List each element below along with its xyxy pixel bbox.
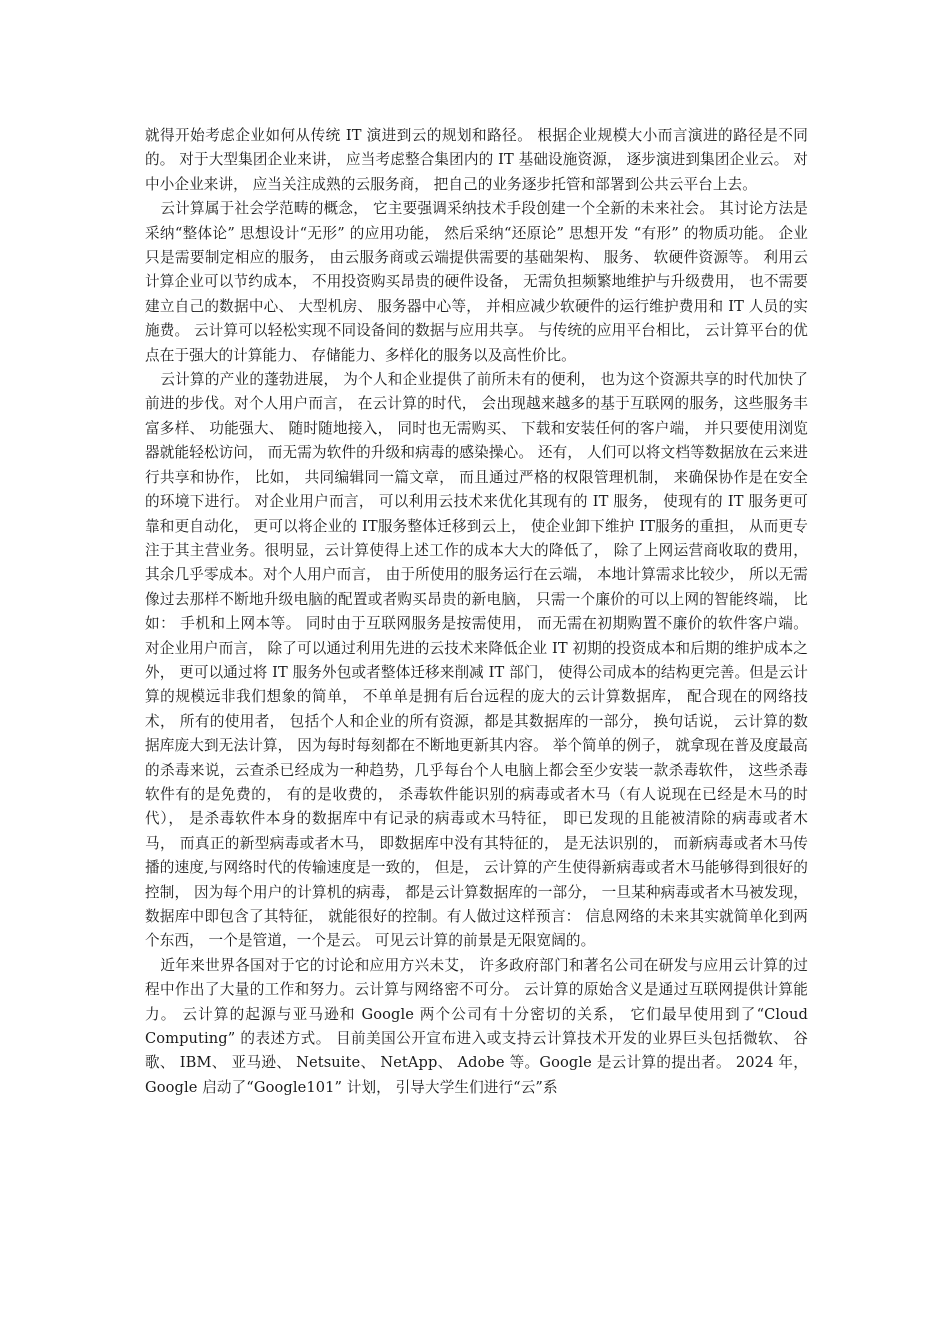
paragraph-2: 云计算属于社会学范畴的概念， 它主要强调采纳技术手段创建一个全新的未来社会。 其讨论方法是采纳“整体论” 思想设计“无形” 的应用功能， 然后采纳“还原论” 思想开发 “有形” 的物质功能。 企业只是需要制定相应的服务， 由云服务商或云端提供需要的基础架构、 服务、 软硬件资源等。 利用云计算企业可以节约成本， 不用投资购买昂贵的硬件设备， 无需负担频繁地维护与升级费用， 也不需要建立自己的数据中心、 大型机房、 服务器中心等， 并相应减少软硬件的运行维护费用和 IT 人员的实施费。 云计算可以轻松实现不同设备间的数据与应用共享。 与传统的应用平台相比， 云计算平台的优点在于强大的计算能力、 存储能力、多样化的服务以及高性价比。 xyxy=(145,200,808,364)
paragraph-3: 云计算的产业的蓬勃进展， 为个人和企业提供了前所未有的便利， 也为这个资源共享的时代加快了前进的步伐。对个人用户而言， 在云计算的时代， 会出现越来越多的基于互联网的服务，这些服务丰富多样、 功能强大、 随时随地接入， 同时也无需购买、 下载和安装任何的客户端， 并只要使用浏览器就能轻松访问， 而无需为软件的升级和病毒的感染操心。 还有， 人们可以将文档等数据放在云来进行共享和协作， 比如， 共同编辑同一篇文章， 而且通过严格的权限管理机制， 来确保协作是在安全的环境下进行。 对企业用户而言， 可以利用云技术来优化其现有的 IT 服务， 使现有的 IT 服务更可靠和更自动化， 更可以将企业的 IT服务整体迁移到云上， 使企业卸下维护 IT服务的重担， 从而更专注于其主营业务。很明显，云计算使得上述工作的成本大大的降低了， 除了上网运营商收取的费用， 其余几乎零成本。对个人用户而言， 由于所使用的服务运行在云端， 本地计算需求比较少， 所以无需像过去那样不断地升级电脑的配置或者购买昂贵的新电脑， 只需一个廉价的可以上网的智能终端， 比如： 手机和上网本等。 同时由于互联网服务是按需使用， 而无需在初期购置不廉价的软件客户端。 对企业用户而言， 除了可以通过利用先进的云技术来降低企业 IT 初期的投资成本和后期的维护成本之外， 更可以通过将 IT 服务外包或者整体迁移来削减 IT 部门， 使得公司成本的结构更完善。但是云计算的规模远非我们想象的简单， 不单单是拥有后台远程的庞大的云计算数据库， 配合现在的网络技术， 所有的使用者， 包括个人和企业的所有资源，都是其数据库的一部分， 换句话说， 云计算的数据库庞大到无法计算， 因为每时每刻都在不断地更新其内容。 举个简单的例子， 就拿现在普及度最高的杀毒来说，云查杀已经成为一种趋势，几乎每台个人电脑上都会至少安装一款杀毒软件， 这些杀毒软件有的是免费的， 有的是收费的， 杀毒软件能识别的病毒或者木马（有人说现在已经是木马的时代）， 是杀毒软件本身的数据库中有记录的病毒或木马特征， 即已发现的且能被清除的病毒或者木马， 而真正的新型病毒或者木马， 即数据库中没有其特征的， 是无法识别的， 而新病毒或者木马传播的速度,与网络时代的传输速度是一致的， 但是， 云计算的产生使得新病毒或者木马能够得到很好的控制， 因为每个用户的计算机的病毒， 都是云计算数据库的一部分， 一旦某种病毒或者木马被发现， 数据库中即包含了其特征， 就能很好的控制。有人做过这样预言： 信息网络的未来其实就简单化到两个东西， 一个是管道，一个是云。 可见云计算的前景是无限宽阔的。 xyxy=(145,371,808,950)
paragraph-1: 就得开始考虑企业如何从传统 IT 演进到云的规划和路径。 根据企业规模大小而言演进的路径是不同的。 对于大型集团企业来讲， 应当考虑整合集团内的 IT 基础设施资源， 逐步演进到集团企业云。 对中小企业来讲， 应当关注成熟的云服务商， 把自己的业务逐步托管和部署到公共云平台上去。 xyxy=(145,127,808,193)
paragraph-4: 近年来世界各国对于它的讨论和应用方兴未艾， 许多政府部门和著名公司在研发与应用云计算的过程中作出了大量的工作和努力。云计算与网络密不可分。 云计算的原始含义是通过互联网提供计算能力。 云计算的起源与亚马逊和 Google 两个公司有十分密切的关系， 它们最早使用到了“Cloud Computing” 的表述方式。 目前美国公开宣布进入或支持云计算技术开发的业界巨头包括微软、 谷歌、 IBM、 亚马逊、 Netsuite、 NetApp、 Adobe 等。Google 是云计算的提出者。 2024 年， Google 启动了“Google101” 计划， 引导大学生们进行“云”系 xyxy=(145,956,808,1096)
document-body xyxy=(145,124,808,1100)
